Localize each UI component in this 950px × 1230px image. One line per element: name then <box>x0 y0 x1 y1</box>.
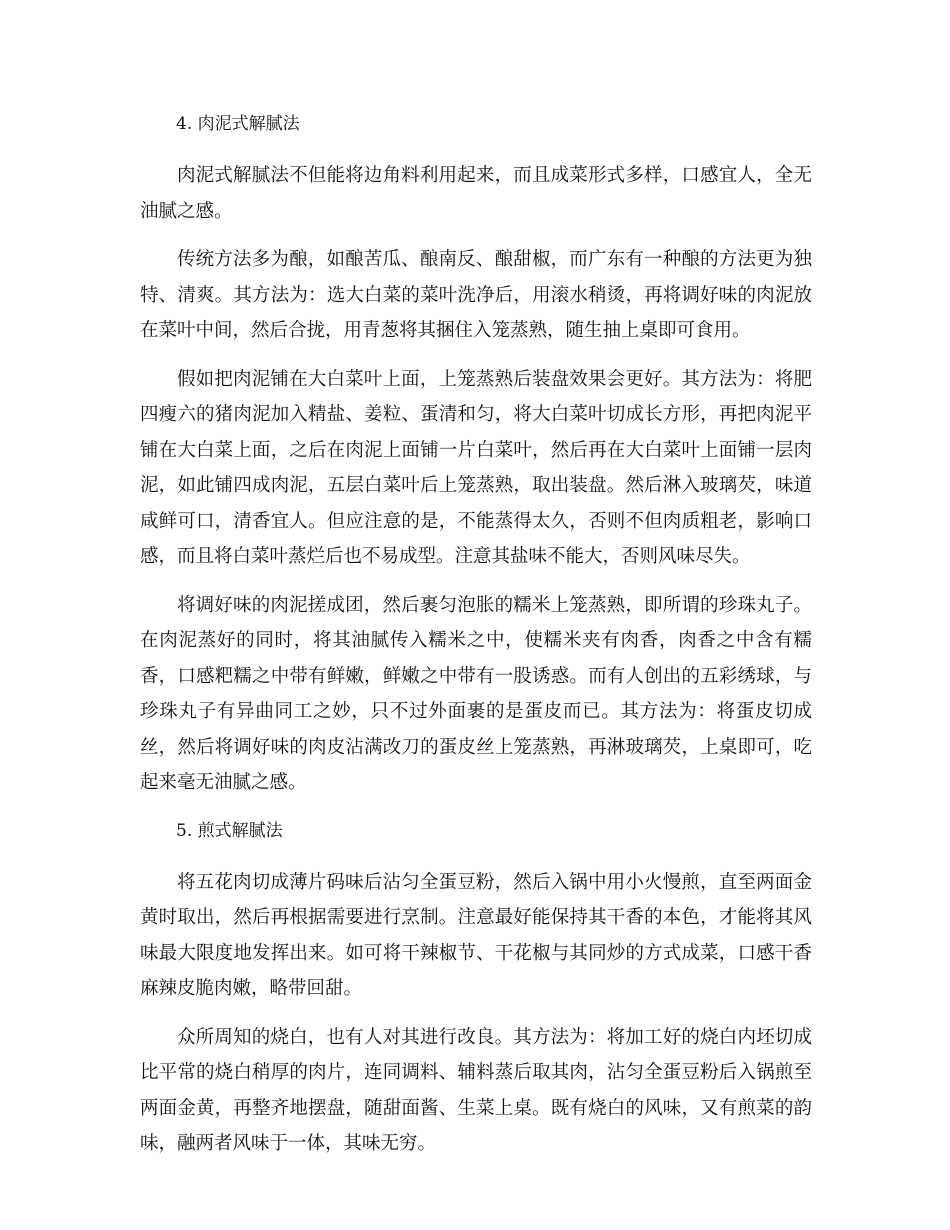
paragraph: 肉泥式解腻法不但能将边角料利用起来，而且成菜形式多样，口感宜人，全无油腻之感。 <box>140 165 812 222</box>
document-body <box>140 107 812 1175</box>
section-heading-meat-paste: 4. 肉泥式解腻法 <box>176 114 300 134</box>
paragraph: 假如把肉泥铺在大白菜叶上面，上笼蒸熟后装盘效果会更好。其方法为：将肥四瘦六的猪肉泥加入精盐、姜粒、蛋清和匀，将大白菜叶切成长方形，再把肉泥平铺在大白菜上面，之后在肉泥上面铺一片白菜叶，然后再在大白菜叶上面铺一层肉泥，如此铺四成肉泥，五层白菜叶后上笼蒸熟，取出装盘。然后淋入玻璃芡，味道咸鲜可口，清香宜人。但应注意的是，不能蒸得太久，否则不但肉质粗老，影响口感，而且将白菜叶蒸烂后也不易成型。注意其盐味不能大，否则风味尽失。 <box>140 368 812 567</box>
paragraph: 将五花肉切成薄片码味后沾匀全蛋豆粉，然后入锅中用小火慢煎，直至两面金黄时取出，然后再根据需要进行烹制。注意最好能保持其干香的本色，才能将其风味最大限度地发挥出来。如可将干辣椒节、干花椒与其同炒的方式成菜，口感干香麻辣皮脆肉嫩，略带回甜。 <box>140 871 812 999</box>
paragraph: 传统方法多为酿，如酿苦瓜、酿南反、酿甜椒，而广东有一种酿的方法更为独特、清爽。其方法为：选大白菜的菜叶洗净后，用滚水稍烫，再将调好味的肉泥放在菜叶中间，然后合拢，用青葱将其捆住入笼蒸熟，随生抽上桌即可食用。 <box>140 249 812 341</box>
paragraph: 众所周知的烧白，也有人对其进行改良。其方法为：将加工好的烧白内坯切成比平常的烧白稍厚的肉片，连同调料、辅料蒸后取其肉，沾匀全蛋豆粉后入锅煎至两面金黄，再整齐地摆盘，随甜面酱、生菜上桌。既有烧白的风味，又有煎菜的韵味，融两者风味于一体，其味无穷。 <box>140 1026 812 1154</box>
paragraph: 将调好味的肉泥搓成团，然后裹匀泡胀的糯米上笼蒸熟，即所谓的珍珠丸子。在肉泥蒸好的同时，将其油腻传入糯米之中，使糯米夹有肉香，肉香之中含有糯香，口感粑糯之中带有鲜嫩，鲜嫩之中带有一股诱惑。而有人创出的五彩绣球，与珍珠丸子有异曲同工之妙，只不过外面裹的是蛋皮而已。其方法为：将蛋皮切成丝，然后将调好味的肉皮沾满改刀的蛋皮丝上笼蒸熟，再淋玻璃芡，上桌即可，吃起来毫无油腻之感。 <box>140 594 812 793</box>
section-heading-frying: 5. 煎式解腻法 <box>176 820 283 841</box>
